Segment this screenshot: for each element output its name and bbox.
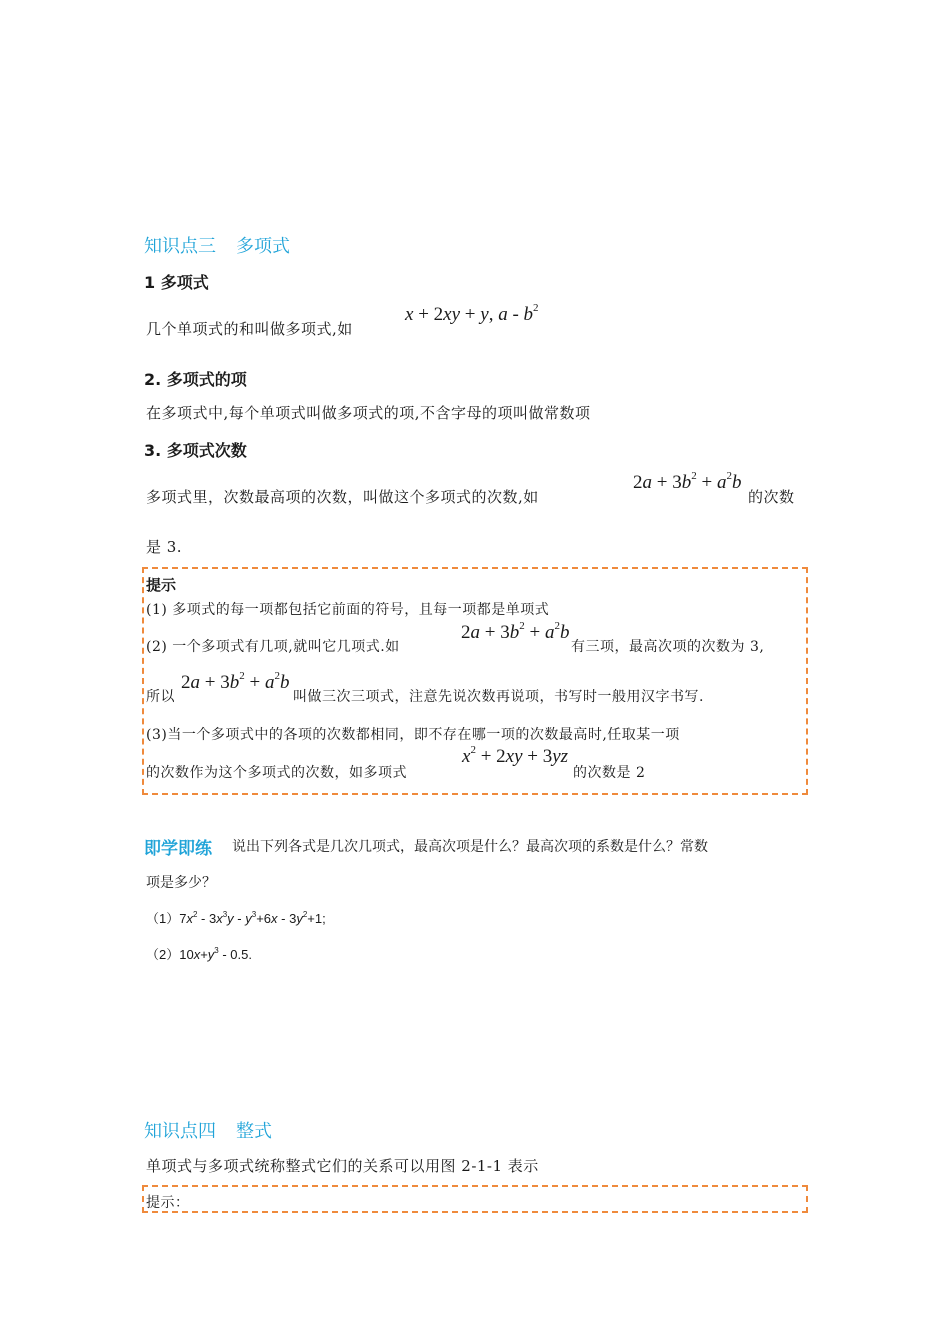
tip-line-5-tail: 的次数是 2 xyxy=(573,765,646,781)
tip-line-2-tail: 有三项，最高次项的次数为 3, xyxy=(571,639,765,655)
practice-question-cont: 项是多少？ xyxy=(146,875,216,891)
heading-polynomial-degree: 3. 多项式次数 xyxy=(144,441,247,460)
section4-title: 知识点四 整式 xyxy=(144,1121,272,1142)
tip-label-2: 提示： xyxy=(146,1195,190,1211)
tip-line-4: (3)当一个多项式中的各项的次数都相同，即不存在哪一项的次数最高时,任取某一项 xyxy=(146,727,680,743)
exercise-1: $(1)7x^2 - 3x^3y - y^3+6x - 3y^2+1$; xyxy=(146,910,326,926)
math-example-1: x + 2xy + y, a - $b^2$ xyxy=(405,302,539,325)
heading-polynomial-terms: 2. 多项式的项 xyxy=(144,370,247,389)
tip-line-5: 的次数作为这个多项式的次数，如多项式 xyxy=(146,765,407,781)
tip-line-3-tail: 叫做三次三项式，注意先说次数再说项，书写时一般用汉字书写. xyxy=(293,689,704,705)
tip-box-2 xyxy=(142,1185,808,1213)
exercise-2: $(2)10x+y^3 - 0.5$. xyxy=(146,946,252,962)
tip-title: 提示 xyxy=(146,576,177,594)
math-example-2: $2a + 3b^2 + a^2b$ xyxy=(633,470,742,493)
practice-question: 说出下列各式是几次几项式，最高次项是什么？最高次项的系数是什么？常数 xyxy=(232,839,708,855)
math-example-4: $2a + 3b^2 + a^2b$ xyxy=(181,670,290,693)
terms-definition: 在多项式中,每个单项式叫做多项式的项,不含字母的项叫做常数项 xyxy=(146,404,591,422)
polynomial-definition: 几个单项式的和叫做多项式,如 xyxy=(146,320,353,338)
heading-polynomial: 1 多项式 xyxy=(144,273,209,292)
tip-line-2: (2) 一个多项式有几项,就叫它几项式.如 xyxy=(146,639,400,655)
tip-line-1: (1) 多项式的每一项都包括它前面的符号，且每一项都是单项式 xyxy=(146,602,550,618)
degree-definition: 多项式里，次数最高项的次数，叫做这个多项式的次数,如 xyxy=(146,488,539,506)
integral-expression-definition: 单项式与多项式统称整式它们的关系可以用图 2-1-1 表示 xyxy=(146,1157,539,1175)
section3-title: 知识点三 多项式 xyxy=(144,236,290,257)
degree-definition-tail: 的次数 xyxy=(748,488,795,506)
math-example-5: $x^2 + 2xy + 3yz$ xyxy=(462,744,569,767)
degree-definition-end: 是 3. xyxy=(146,538,183,556)
tip-line-3: 所以 xyxy=(146,689,175,705)
math-example-3: $2a + 3b^2 + a^2b$ xyxy=(461,620,570,643)
practice-label: 即学即练 xyxy=(144,839,212,859)
